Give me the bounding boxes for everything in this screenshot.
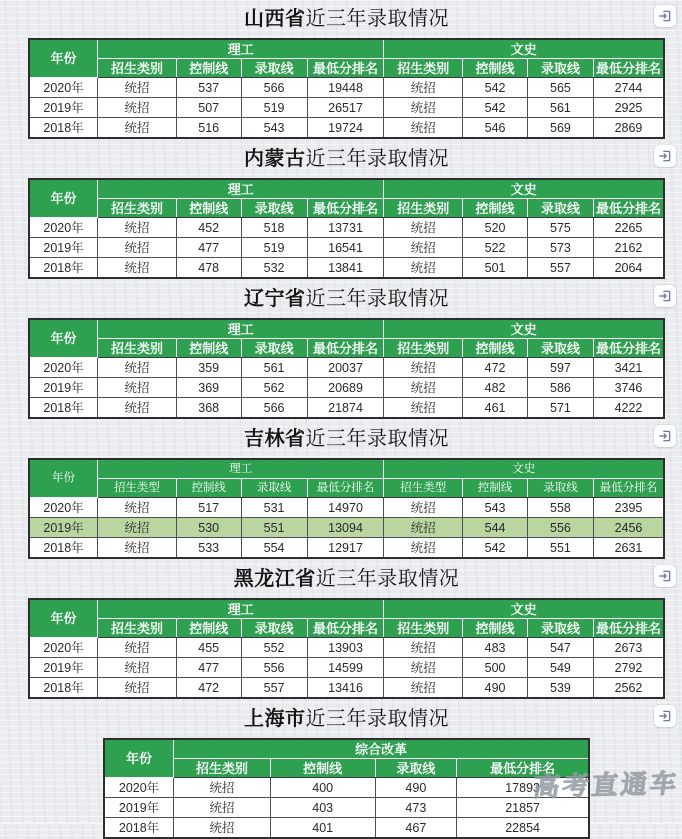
- table-header: [29, 179, 664, 218]
- title-suffix: 近三年录取情况: [305, 708, 449, 730]
- data-cell: 473: [375, 798, 457, 818]
- sub-column-header: 最低分排名: [593, 619, 664, 638]
- data-cell: 统招: [384, 398, 463, 419]
- data-cell: 统招: [384, 98, 463, 118]
- data-cell: 19724: [307, 118, 384, 139]
- table-row: [29, 638, 664, 658]
- year-cell: 2020年: [29, 218, 98, 238]
- data-cell: 539: [527, 678, 593, 699]
- data-cell: 统招: [98, 638, 177, 658]
- data-cell: 359: [176, 358, 241, 378]
- data-cell: 21874: [307, 398, 384, 419]
- group-header: 文史: [384, 319, 664, 339]
- data-cell: 统招: [384, 678, 463, 699]
- sub-column-header: 控制线: [463, 339, 528, 358]
- table-row: [29, 238, 664, 258]
- table-row: [29, 98, 664, 118]
- open-table-button[interactable]: [654, 145, 676, 167]
- year-column-header: 年份: [104, 739, 174, 778]
- sub-column-header: 控制线: [176, 339, 241, 358]
- section-title: [28, 566, 665, 592]
- admissions-table-jilin: [28, 458, 665, 559]
- section-title: [28, 706, 665, 732]
- section-jilin: [28, 420, 665, 560]
- data-cell: 472: [176, 678, 241, 699]
- sub-column-header: 最低分排名: [307, 339, 384, 358]
- data-cell: 490: [463, 678, 528, 699]
- sub-column-header: 招生类型: [384, 479, 463, 498]
- group-header: 文史: [384, 179, 664, 199]
- group-header: 文史: [384, 459, 664, 479]
- data-cell: 统招: [384, 358, 463, 378]
- sub-column-header: 招生类别: [384, 619, 463, 638]
- data-cell: 400: [270, 778, 375, 798]
- sub-column-header: 录取线: [241, 619, 307, 638]
- data-cell: 统招: [384, 218, 463, 238]
- section-neimenggu: [28, 140, 665, 280]
- table-row: [29, 518, 664, 538]
- province-name: 山西省: [244, 8, 306, 30]
- open-table-button[interactable]: [654, 705, 676, 727]
- data-cell: 统招: [98, 658, 177, 678]
- data-cell: 369: [176, 378, 241, 398]
- data-cell: 537: [176, 78, 241, 98]
- data-cell: 518: [241, 218, 307, 238]
- data-cell: 统招: [98, 518, 177, 538]
- data-cell: 571: [527, 398, 593, 419]
- section-title: [28, 146, 665, 172]
- data-cell: 13903: [307, 638, 384, 658]
- data-cell: 13416: [307, 678, 384, 699]
- data-cell: 575: [527, 218, 593, 238]
- section-title: [28, 426, 665, 452]
- admissions-table-heilongjiang: [28, 598, 665, 699]
- data-cell: 统招: [98, 538, 177, 559]
- data-cell: 2792: [593, 658, 664, 678]
- table-header: [29, 459, 664, 498]
- data-cell: 2162: [593, 238, 664, 258]
- group-header: 理工: [98, 39, 384, 59]
- data-cell: 490: [375, 778, 457, 798]
- table-row: [29, 218, 664, 238]
- data-cell: 533: [176, 538, 241, 559]
- data-cell: 统招: [384, 118, 463, 139]
- table-row: [29, 358, 664, 378]
- data-cell: 554: [241, 538, 307, 559]
- data-cell: 543: [463, 498, 528, 518]
- data-cell: 552: [241, 638, 307, 658]
- data-cell: 统招: [384, 78, 463, 98]
- data-cell: 586: [527, 378, 593, 398]
- data-cell: 统招: [384, 658, 463, 678]
- data-cell: 551: [241, 518, 307, 538]
- data-cell: 542: [463, 538, 528, 559]
- enter-arrow-icon: [658, 569, 672, 583]
- data-cell: 556: [527, 518, 593, 538]
- sub-column-header: 最低分排名: [593, 59, 664, 78]
- data-cell: 557: [241, 678, 307, 699]
- data-cell: 21857: [457, 798, 590, 818]
- table-row: [29, 678, 664, 699]
- data-cell: 530: [176, 518, 241, 538]
- sub-column-header: 录取线: [375, 759, 457, 778]
- sub-column-header: 最低分排名: [593, 339, 664, 358]
- title-suffix: 近三年录取情况: [305, 8, 449, 30]
- table-row: [104, 798, 589, 818]
- sections-container: [28, 0, 665, 839]
- group-header: 文史: [384, 599, 664, 619]
- data-cell: 566: [241, 398, 307, 419]
- data-cell: 452: [176, 218, 241, 238]
- group-header: 综合改革: [174, 739, 589, 759]
- year-cell: 2018年: [29, 118, 98, 139]
- year-cell: 2019年: [29, 98, 98, 118]
- data-cell: 478: [176, 258, 241, 279]
- open-table-button[interactable]: [654, 425, 676, 447]
- data-cell: 统招: [384, 498, 463, 518]
- year-cell: 2019年: [29, 658, 98, 678]
- table-row: [104, 778, 589, 798]
- data-cell: 522: [463, 238, 528, 258]
- data-cell: 统招: [98, 358, 177, 378]
- sub-column-header: 最低分排名: [457, 759, 590, 778]
- table-row: [29, 658, 664, 678]
- data-cell: 547: [527, 638, 593, 658]
- data-cell: 500: [463, 658, 528, 678]
- open-table-button[interactable]: [654, 5, 676, 27]
- open-table-button[interactable]: [654, 285, 676, 307]
- data-cell: 3746: [593, 378, 664, 398]
- enter-arrow-icon: [658, 289, 672, 303]
- data-cell: 477: [176, 238, 241, 258]
- sub-column-header: 控制线: [463, 199, 528, 218]
- sub-column-header: 控制线: [176, 199, 241, 218]
- data-cell: 573: [527, 238, 593, 258]
- province-name: 黑龙江省: [233, 568, 316, 590]
- data-cell: 542: [463, 98, 528, 118]
- section-liaoning: [28, 280, 665, 420]
- sub-column-header: 控制线: [270, 759, 375, 778]
- data-cell: 549: [527, 658, 593, 678]
- data-cell: 543: [241, 118, 307, 139]
- year-column-header: 年份: [29, 319, 98, 358]
- data-cell: 12917: [307, 538, 384, 559]
- sub-column-header: 录取线: [241, 199, 307, 218]
- data-cell: 统招: [384, 518, 463, 538]
- year-cell: 2019年: [104, 798, 174, 818]
- data-cell: 517: [176, 498, 241, 518]
- data-cell: 2265: [593, 218, 664, 238]
- data-cell: 13094: [307, 518, 384, 538]
- data-cell: 2673: [593, 638, 664, 658]
- section-heilongjiang: [28, 560, 665, 700]
- data-cell: 13841: [307, 258, 384, 279]
- province-name: 吉林省: [244, 428, 306, 450]
- data-cell: 516: [176, 118, 241, 139]
- year-cell: 2020年: [104, 778, 174, 798]
- table-row: [104, 818, 589, 839]
- data-cell: 2562: [593, 678, 664, 699]
- year-cell: 2018年: [29, 538, 98, 559]
- data-cell: 2456: [593, 518, 664, 538]
- sub-column-header: 最低分排名: [307, 59, 384, 78]
- table-body: [29, 218, 664, 279]
- table-row: [29, 378, 664, 398]
- table-header: [29, 39, 664, 78]
- watermark: 高考直通车: [531, 768, 681, 802]
- data-cell: 507: [176, 98, 241, 118]
- province-name: 上海市: [244, 708, 306, 730]
- table-row: [29, 118, 664, 139]
- data-cell: 26517: [307, 98, 384, 118]
- data-cell: 统招: [174, 778, 271, 798]
- data-cell: 22854: [457, 818, 590, 839]
- sub-column-header: 招生类别: [98, 339, 177, 358]
- sub-column-header: 录取线: [527, 199, 593, 218]
- sub-column-header: 最低分排名: [593, 479, 664, 498]
- data-cell: 544: [463, 518, 528, 538]
- title-suffix: 近三年录取情况: [305, 288, 449, 310]
- data-cell: 统招: [174, 798, 271, 818]
- section-title: [28, 286, 665, 312]
- year-column-header: 年份: [29, 179, 98, 218]
- data-cell: 13731: [307, 218, 384, 238]
- data-cell: 477: [176, 658, 241, 678]
- data-cell: 统招: [98, 378, 177, 398]
- sub-column-header: 招生类别: [384, 199, 463, 218]
- data-cell: 472: [463, 358, 528, 378]
- sub-column-header: 录取线: [527, 479, 593, 498]
- sub-column-header: 录取线: [241, 479, 307, 498]
- data-cell: 597: [527, 358, 593, 378]
- data-cell: 统招: [98, 98, 177, 118]
- admissions-table-liaoning: [28, 318, 665, 419]
- data-cell: 558: [527, 498, 593, 518]
- data-cell: 483: [463, 638, 528, 658]
- year-cell: 2018年: [29, 258, 98, 279]
- sub-column-header: 录取线: [241, 339, 307, 358]
- admissions-table-shanxi: [28, 38, 665, 139]
- table-row: [29, 498, 664, 518]
- data-cell: 2631: [593, 538, 664, 559]
- year-cell: 2018年: [29, 398, 98, 419]
- data-cell: 520: [463, 218, 528, 238]
- data-cell: 482: [463, 378, 528, 398]
- sub-column-header: 录取线: [527, 339, 593, 358]
- table-body: [29, 78, 664, 139]
- sub-column-header: 控制线: [463, 479, 528, 498]
- sub-column-header: 最低分排名: [307, 479, 384, 498]
- sub-column-header: 控制线: [463, 59, 528, 78]
- data-cell: 546: [463, 118, 528, 139]
- data-cell: 2869: [593, 118, 664, 139]
- year-column-header: 年份: [29, 39, 98, 78]
- year-column-header: 年份: [29, 459, 98, 498]
- data-cell: 统招: [98, 498, 177, 518]
- table-header: [29, 319, 664, 358]
- year-cell: 2020年: [29, 498, 98, 518]
- section-title: [28, 6, 665, 32]
- data-cell: 501: [463, 258, 528, 279]
- data-cell: 统招: [98, 258, 177, 279]
- data-cell: 统招: [98, 398, 177, 419]
- data-cell: 统招: [384, 258, 463, 279]
- group-header: 理工: [98, 319, 384, 339]
- title-suffix: 近三年录取情况: [305, 148, 449, 170]
- sub-column-header: 最低分排名: [307, 619, 384, 638]
- sub-column-header: 录取线: [527, 619, 593, 638]
- data-cell: 467: [375, 818, 457, 839]
- sub-column-header: 录取线: [527, 59, 593, 78]
- year-cell: 2018年: [29, 678, 98, 699]
- data-cell: 16541: [307, 238, 384, 258]
- data-cell: 统招: [384, 378, 463, 398]
- data-cell: 542: [463, 78, 528, 98]
- table-row: [29, 258, 664, 279]
- data-cell: 368: [176, 398, 241, 419]
- year-cell: 2019年: [29, 378, 98, 398]
- data-cell: 2925: [593, 98, 664, 118]
- table-body: [29, 358, 664, 419]
- open-table-button[interactable]: [654, 565, 676, 587]
- data-cell: 556: [241, 658, 307, 678]
- data-cell: 统招: [98, 118, 177, 139]
- title-suffix: 近三年录取情况: [315, 568, 460, 590]
- sub-column-header: 招生类别: [384, 339, 463, 358]
- table-header: [104, 739, 589, 778]
- table-body: [29, 498, 664, 559]
- sub-column-header: 最低分排名: [593, 199, 664, 218]
- province-name: 辽宁省: [244, 288, 306, 310]
- data-cell: 统招: [174, 818, 271, 839]
- enter-arrow-icon: [658, 149, 672, 163]
- year-column-header: 年份: [29, 599, 98, 638]
- table-row: [29, 78, 664, 98]
- data-cell: 2744: [593, 78, 664, 98]
- data-cell: 569: [527, 118, 593, 139]
- data-cell: 566: [241, 78, 307, 98]
- sub-column-header: 招生类别: [174, 759, 271, 778]
- province-name: 内蒙古: [244, 148, 306, 170]
- year-cell: 2020年: [29, 638, 98, 658]
- sub-column-header: 录取线: [241, 59, 307, 78]
- sub-column-header: 招生类别: [98, 199, 177, 218]
- data-cell: 统招: [98, 678, 177, 699]
- year-cell: 2018年: [104, 818, 174, 839]
- group-header: 理工: [98, 599, 384, 619]
- data-cell: 519: [241, 98, 307, 118]
- title-suffix: 近三年录取情况: [305, 428, 449, 450]
- sub-column-header: 招生类别: [98, 619, 177, 638]
- data-cell: 20689: [307, 378, 384, 398]
- year-cell: 2020年: [29, 78, 98, 98]
- table-body: [29, 638, 664, 699]
- data-cell: 551: [527, 538, 593, 559]
- data-cell: 19448: [307, 78, 384, 98]
- year-cell: 2020年: [29, 358, 98, 378]
- table-body: [104, 778, 589, 839]
- data-cell: 3421: [593, 358, 664, 378]
- data-cell: 561: [241, 358, 307, 378]
- sub-column-header: 招生类别: [98, 59, 177, 78]
- data-cell: 17893: [457, 778, 590, 798]
- sub-column-header: 控制线: [463, 619, 528, 638]
- data-cell: 519: [241, 238, 307, 258]
- admissions-table-shanghai: [103, 738, 590, 839]
- group-header: 文史: [384, 39, 664, 59]
- data-cell: 401: [270, 818, 375, 839]
- sub-column-header: 最低分排名: [307, 199, 384, 218]
- data-cell: 统招: [384, 538, 463, 559]
- enter-arrow-icon: [658, 429, 672, 443]
- data-cell: 532: [241, 258, 307, 279]
- admissions-table-neimenggu: [28, 178, 665, 279]
- year-cell: 2019年: [29, 518, 98, 538]
- data-cell: 561: [527, 98, 593, 118]
- group-header: 理工: [98, 179, 384, 199]
- year-cell: 2019年: [29, 238, 98, 258]
- table-row: [29, 398, 664, 419]
- data-cell: 20037: [307, 358, 384, 378]
- data-cell: 461: [463, 398, 528, 419]
- data-cell: 统招: [98, 218, 177, 238]
- section-shanghai: [28, 700, 665, 839]
- data-cell: 403: [270, 798, 375, 818]
- enter-arrow-icon: [658, 709, 672, 723]
- enter-arrow-icon: [658, 9, 672, 23]
- group-header: 理工: [98, 459, 384, 479]
- sub-column-header: 控制线: [176, 59, 241, 78]
- sub-column-header: 控制线: [176, 479, 241, 498]
- data-cell: 统招: [384, 238, 463, 258]
- data-cell: 565: [527, 78, 593, 98]
- sub-column-header: 控制线: [176, 619, 241, 638]
- data-cell: 557: [527, 258, 593, 279]
- table-header: [29, 599, 664, 638]
- table-row: [29, 538, 664, 559]
- data-cell: 统招: [98, 78, 177, 98]
- data-cell: 4222: [593, 398, 664, 419]
- section-shanxi: [28, 0, 665, 140]
- data-cell: 统招: [384, 638, 463, 658]
- data-cell: 2064: [593, 258, 664, 279]
- sub-column-header: 招生类别: [384, 59, 463, 78]
- sub-column-header: 招生类型: [98, 479, 177, 498]
- data-cell: 455: [176, 638, 241, 658]
- data-cell: 14970: [307, 498, 384, 518]
- data-cell: 2395: [593, 498, 664, 518]
- data-cell: 531: [241, 498, 307, 518]
- data-cell: 统招: [98, 238, 177, 258]
- data-cell: 14599: [307, 658, 384, 678]
- data-cell: 562: [241, 378, 307, 398]
